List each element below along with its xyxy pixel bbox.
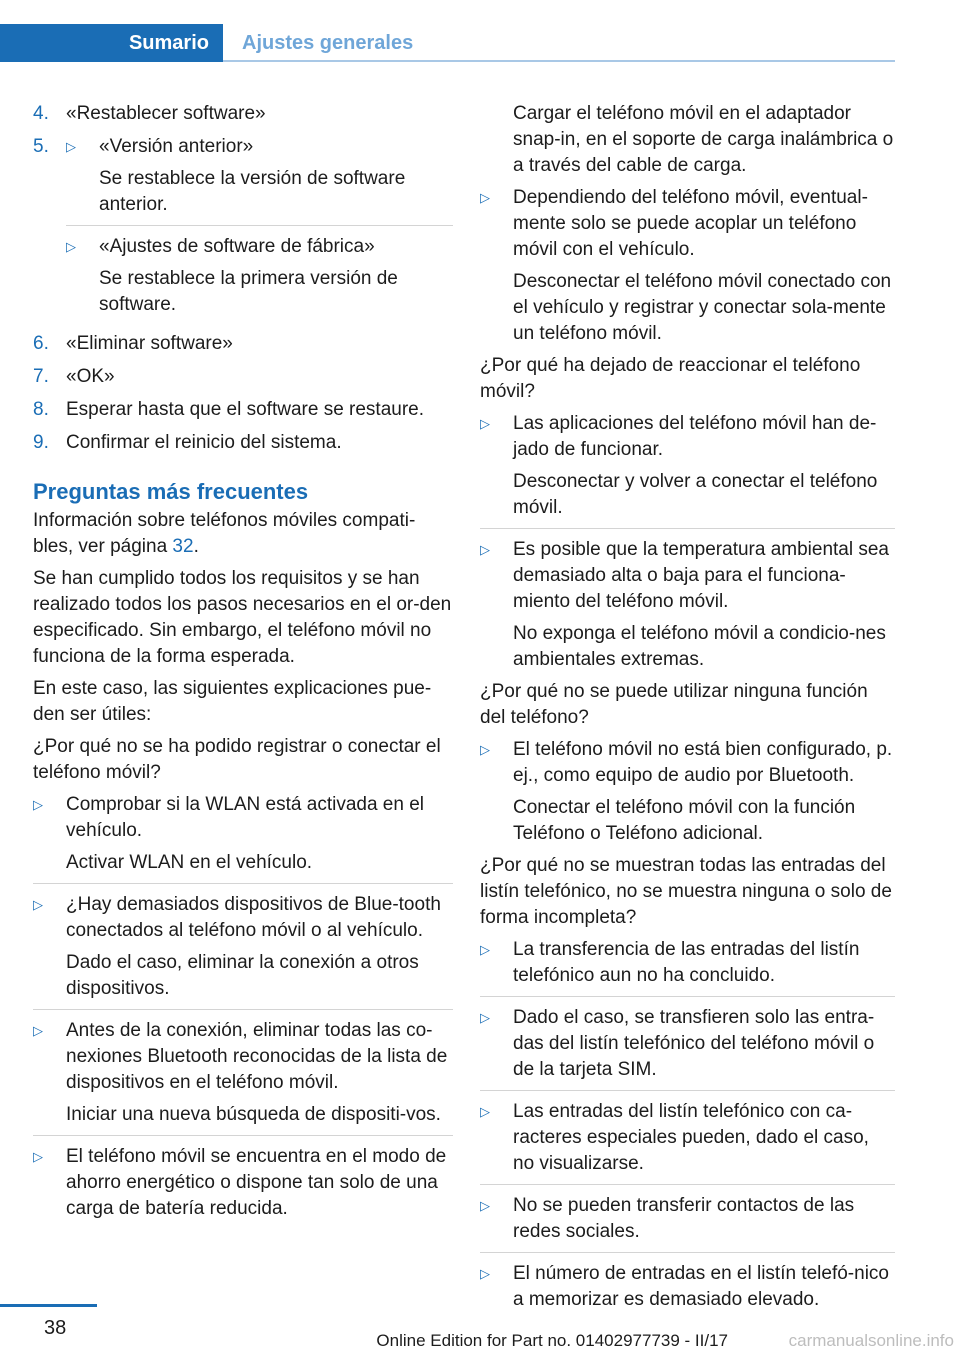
bullet-triangle-icon: ▷ (33, 897, 43, 912)
page-header (0, 24, 895, 62)
bullet-remedy: Dado el caso, eliminar la conexión a otros dispositivos. (66, 952, 419, 999)
bullet-body (513, 937, 895, 989)
bullet-cause: Antes de la conexión, eliminar todas las co‐nexiones Bluetooth reconocidas de la lista de dispositivos en el teléfono móvil. (66, 1020, 448, 1093)
info-text: Información sobre teléfonos móviles compati‐bles, ver página (33, 510, 416, 557)
bullet-triangle-icon: ▷ (33, 1149, 43, 1164)
bullet-cause: El teléfono móvil se encuentra en el modo de ahorro energético o dispone tan solo de una carga de batería reducida. (66, 1146, 447, 1219)
bullet-item (480, 537, 895, 673)
faq-heading: Preguntas más frecuentes (33, 479, 309, 504)
page-number: 38 (44, 1317, 67, 1339)
step-text: «Restablecer software» (66, 103, 266, 124)
bullet-item (66, 234, 453, 318)
step-item (33, 430, 453, 456)
step-number: 5. (33, 136, 49, 157)
bullet-triangle-icon: ▷ (480, 942, 490, 957)
bullet-cause: Es posible que la temperatura ambiental sea demasiado alta o baja para el funciona‐miento del teléfono móvil. (513, 539, 890, 612)
right-column (480, 101, 895, 1319)
bullet-item (33, 792, 453, 884)
bullet-body (66, 1018, 453, 1128)
step-item (33, 331, 453, 357)
bullet-body (513, 1005, 895, 1083)
bullet-triangle-icon: ▷ (66, 239, 76, 254)
bullet-cause: Las aplicaciones del teléfono móvil han de‐jado de funcionar. (513, 413, 877, 460)
bullet-item (480, 1099, 895, 1185)
intro-paragraph: Se han cumplido todos los requisitos y se han realizado todos los pasos necesarios en el or‐den especificado. Sin embargo, el teléfono móvil no funciona de la forma esperada. (33, 568, 452, 667)
step-number: 4. (33, 103, 49, 124)
page-link[interactable]: 32 (172, 536, 194, 557)
bullet-item (33, 1018, 453, 1136)
step-item (33, 364, 453, 390)
substep-desc: Se restablece la versión de software anterior. (99, 168, 406, 215)
bullet-triangle-icon: ▷ (480, 542, 490, 557)
bullet-triangle-icon: ▷ (480, 742, 490, 757)
bullet-cause: Dado el caso, se transfieren solo las entra‐das del listín telefónico del teléfono móvil o de la tarjeta SIM. (513, 1007, 875, 1080)
bullet-item (480, 185, 895, 347)
bullet-item (480, 411, 895, 529)
bullet-item (33, 1144, 453, 1222)
bullet-triangle-icon: ▷ (480, 1104, 490, 1119)
info-text-end: . (193, 536, 199, 557)
bullet-triangle-icon: ▷ (33, 797, 43, 812)
bullet-body (99, 234, 453, 318)
bullet-body (99, 134, 453, 218)
step-number: 7. (33, 366, 49, 387)
step-text: Confirmar el reinicio del sistema. (66, 432, 342, 453)
intro-paragraph-2: En este caso, las siguientes explicaciones pue‐den ser útiles: (33, 678, 432, 725)
substep-desc: Se restablece la primera versión de software. (99, 268, 398, 315)
bullet-triangle-icon: ▷ (480, 1266, 490, 1281)
bullet-body (513, 1099, 895, 1177)
bullet-triangle-icon: ▷ (480, 416, 490, 431)
edition-label: Online Edition for Part no. 01402977739 - II/17 (376, 1331, 728, 1350)
step-text: «Eliminar software» (66, 333, 233, 354)
bullet-body (513, 1193, 895, 1245)
bullet-body (66, 1144, 453, 1222)
tab-ajustes-generales[interactable]: Ajustes generales (242, 32, 414, 54)
bullet-cause: El número de entradas en el listín telefó‐nico a memorizar es demasiado elevado. (513, 1263, 889, 1310)
bullet-item (66, 134, 453, 226)
bullet-remedy: Desconectar el teléfono móvil conectado con el vehículo y registrar y conectar sola‐mente un teléfono móvil. (513, 271, 892, 344)
bullet-cause: Dependiendo del teléfono móvil, eventual‐mente solo se puede acoplar un teléfono móvil con el vehículo. (513, 187, 868, 260)
bullet-item (480, 737, 895, 847)
footer-divider (0, 1304, 97, 1307)
bullet-remedy: Iniciar una nueva búsqueda de dispositi‐vos. (66, 1104, 441, 1125)
bullet-body (513, 411, 895, 521)
step-item (33, 101, 453, 127)
bullet-body (513, 737, 895, 847)
step-number: 6. (33, 333, 49, 354)
bullet-cause: La transferencia de las entradas del listín telefónico aun no ha concluido. (513, 939, 860, 986)
step-number: 9. (33, 432, 49, 453)
left-column (33, 101, 453, 1228)
bullet-item (480, 937, 895, 997)
bullet-remedy: Conectar el teléfono móvil con la función Teléfono o Teléfono adicional. (513, 797, 856, 844)
question-4: ¿Por qué no se muestran todas las entradas del listín telefónico, no se muestra ninguna o solo de forma incompleta? (480, 855, 892, 928)
bullet-triangle-icon: ▷ (480, 1198, 490, 1213)
bullet-item (480, 1193, 895, 1253)
header-divider (223, 60, 895, 62)
tab-sumario[interactable]: Sumario (0, 24, 223, 62)
bullet-remedy: No exponga el teléfono móvil a condicio‐nes ambientales extremas. (513, 623, 886, 670)
bullet-cause: Las entradas del listín telefónico con ca‐racteres especiales pueden, dado el caso, no visualizarse. (513, 1101, 869, 1174)
substep-title: «Versión anterior» (99, 136, 254, 157)
bullet-remedy: Desconectar y volver a conectar el teléfono móvil. (513, 471, 878, 518)
substep-title: «Ajustes de software de fábrica» (99, 236, 375, 257)
bullet-triangle-icon: ▷ (480, 190, 490, 205)
bullet-body (513, 1261, 895, 1313)
bullet-cause: Comprobar si la WLAN está activada en el vehículo. (66, 794, 424, 841)
step-5 (33, 134, 453, 324)
bullet-triangle-icon: ▷ (66, 139, 76, 154)
info-paragraph (33, 508, 453, 560)
step-text: Esperar hasta que el software se restaure. (66, 399, 425, 420)
bullet-cause: ¿Hay demasiados dispositivos de Blue‐tooth conectados al teléfono móvil o al vehículo. (66, 894, 441, 941)
bullet-cause: El teléfono móvil no está bien configurado, p. ej., como equipo de audio por Bluetooth. (513, 739, 893, 786)
bullet-item (33, 892, 453, 1010)
bullet-item (480, 1005, 895, 1091)
step-item (33, 397, 453, 423)
bullet-body (513, 185, 895, 347)
question-1: ¿Por qué no se ha podido registrar o conectar el teléfono móvil? (33, 736, 441, 783)
watermark: carmanualsonline.info (788, 1331, 954, 1350)
step-text: «OK» (66, 366, 115, 387)
bullet-remedy: Activar WLAN en el vehículo. (66, 852, 313, 873)
bullet-body (66, 792, 453, 876)
continued-paragraph: Cargar el teléfono móvil en el adaptador snap-in, en el soporte de carga inalámbrica o a través del cable de carga. (513, 103, 894, 176)
bullet-triangle-icon: ▷ (33, 1023, 43, 1038)
question-2: ¿Por qué ha dejado de reaccionar el teléfono móvil? (480, 355, 861, 402)
bullet-item (480, 1261, 895, 1313)
question-3: ¿Por qué no se puede utilizar ninguna función del teléfono? (480, 681, 868, 728)
bullet-body (66, 892, 453, 1002)
bullet-cause: No se pueden transferir contactos de las redes sociales. (513, 1195, 855, 1242)
bullet-triangle-icon: ▷ (480, 1010, 490, 1025)
step-number: 8. (33, 399, 49, 420)
bullet-body (513, 537, 895, 673)
